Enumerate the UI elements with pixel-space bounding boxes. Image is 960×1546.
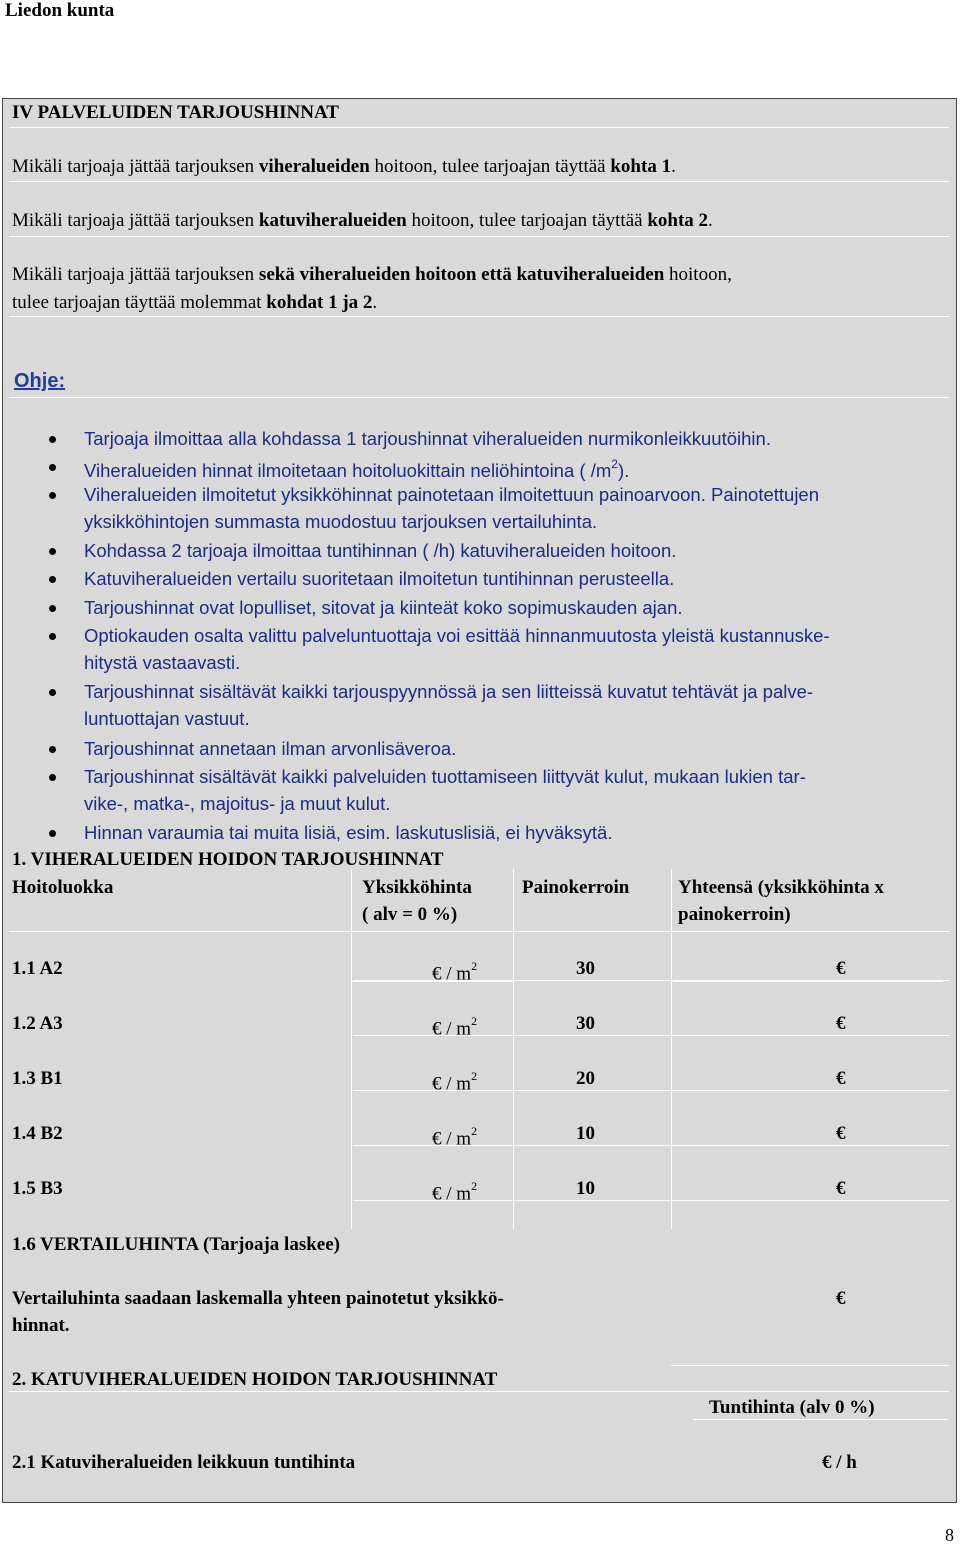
weight-value: 30 <box>576 1013 595 1034</box>
bullet-dot <box>49 633 56 640</box>
ohje-item: Tarjoaja ilmoittaa alla kohdassa 1 tarjoushinnat viheralueiden nurmikonleikkuutöihin. <box>84 428 771 449</box>
ohje-item: Viheralueiden ilmoitetut yksikköhinnat painotetaan ilmoitettuun painoarvoon. Painotettujen yksikköhintojen summasta muodostuu tarjouksen vertailuhinta. <box>84 484 820 532</box>
instruction-para-1: Mikäli tarjoaja jättää tarjouksen viheralueiden hoitoon, tulee tarjoajan täyttää kohta 1. <box>12 156 676 177</box>
col-header-painokerroin: Painokerroin <box>522 877 630 898</box>
bullet-dot <box>49 605 56 612</box>
col-header-yhteensa: Yhteensä (yksikköhinta x painokerroin) <box>678 877 884 925</box>
unit-price-field[interactable]: € / $m^2$ <box>432 1124 478 1150</box>
col-header-tuntihinta: Tuntihinta (alv 0 %) <box>709 1397 875 1418</box>
weight-value: 10 <box>576 1123 595 1144</box>
instruction-para-2: Mikäli tarjoaja jättää tarjouksen katuviheralueiden hoitoon, tulee tarjoajan täyttää kohta 2. <box>12 210 713 231</box>
row-label: 1.3 B1 <box>12 1068 63 1089</box>
unit-price-field[interactable]: € / $m^2$ <box>432 1014 478 1040</box>
ohje-item: Katuviheralueiden vertailu suoritetaan ilmoitetun tuntihinnan perusteella. <box>84 568 675 589</box>
row-label: 1.4 B2 <box>12 1123 63 1144</box>
ohje-item: Tarjoushinnat ovat lopulliset, sitovat ja kiinteät koko sopimuskauden ajan. <box>84 597 683 618</box>
katuviher-row-label: 2.1 Katuviheralueiden leikkuun tuntihinta <box>12 1452 356 1473</box>
comparison-total-field[interactable]: € <box>836 1288 846 1309</box>
bullet-dot <box>49 436 56 443</box>
unit-price-field[interactable]: € / $m^2$ <box>432 959 478 985</box>
section-iv-title: IV PALVELUIDEN TARJOUSHINNAT <box>12 102 339 123</box>
header-title: Liedon kunta <box>5 0 115 21</box>
ohje-item: Optiokauden osalta valittu palveluntuottaja voi esittää hinnanmuutosta yleistä kustannuske- hitystä vastaavasti. <box>84 625 830 673</box>
comparison-description: Vertailuhinta saadaan laskemalla yhteen painotetut yksikkö- hinnat. <box>12 1288 504 1336</box>
row-total-field[interactable]: € <box>836 1013 846 1034</box>
section-1-title: 1. VIHERALUEIDEN HOIDON TARJOUSHINNAT <box>12 849 444 870</box>
ohje-item: Tarjoushinnat sisältävät kaikki tarjouspyynnössä ja sen liitteissä kuvatut tehtävät ja palve- luntuottajan vastuut. <box>84 681 814 729</box>
hourly-rate-field[interactable]: € / h <box>822 1452 857 1473</box>
bullet-dot <box>49 576 56 583</box>
row-total-field[interactable]: € <box>836 1068 846 1089</box>
unit-price-field[interactable]: € / $m^2$ <box>432 1179 478 1205</box>
row-label: 1.5 B3 <box>12 1178 63 1199</box>
row-label: 1.1 A2 <box>12 958 63 979</box>
comparison-title: 1.6 VERTAILUHINTA (Tarjoaja laskee) <box>12 1234 340 1255</box>
weight-value: 10 <box>576 1178 595 1199</box>
instruction-para-3: Mikäli tarjoaja jättää tarjouksen sekä viheralueiden hoitoon että katuviheralueiden hoitoon, tulee tarjoajan täyttää molemmat kohdat 1 ja 2. <box>12 264 732 313</box>
ohje-item: Viheralueiden hinnat ilmoitetaan hoitoluokittain neliöhintoina ( $/m^2$). <box>84 457 630 482</box>
bullet-dot <box>49 689 56 696</box>
row-total-field[interactable]: € <box>836 1178 846 1199</box>
section-2-title: 2. KATUVIHERALUEIDEN HOIDON TARJOUSHINNAT <box>12 1369 498 1390</box>
bullet-dot <box>49 746 56 753</box>
ohje-item: Hinnan varaumia tai muita lisiä, esim. laskutuslisiä, ei hyväksytä. <box>84 822 613 843</box>
ohje-item: Tarjoushinnat annetaan ilman arvonlisäveroa. <box>84 738 457 759</box>
page-number: 8 <box>945 1525 954 1545</box>
col-header-yksikkohinta: Yksikköhinta ( alv = 0 %) <box>362 877 472 925</box>
weight-value: 30 <box>576 958 595 979</box>
weight-value: 20 <box>576 1068 595 1089</box>
row-total-field[interactable]: € <box>836 958 846 979</box>
bullet-dot <box>49 464 56 471</box>
row-total-field[interactable]: € <box>836 1123 846 1144</box>
bullet-dot <box>49 830 56 837</box>
bullet-dot <box>49 774 56 781</box>
ohje-item: Tarjoushinnat sisältävät kaikki palveluiden tuottamiseen liittyvät kulut, mukaan lukien tar- vike-, matka-, majoitus- ja muut kulut. <box>84 766 806 814</box>
ohje-label: Ohje: <box>14 370 66 392</box>
ohje-item: Kohdassa 2 tarjoaja ilmoittaa tuntihinnan ( /h) katuviheralueiden hoitoon. <box>84 540 677 561</box>
bullet-dot <box>49 548 56 555</box>
unit-price-field[interactable]: € / $m^2$ <box>432 1069 478 1095</box>
row-label: 1.2 A3 <box>12 1013 63 1034</box>
col-header-hoitoluokka: Hoitoluokka <box>12 877 114 898</box>
bullet-dot <box>49 492 56 499</box>
